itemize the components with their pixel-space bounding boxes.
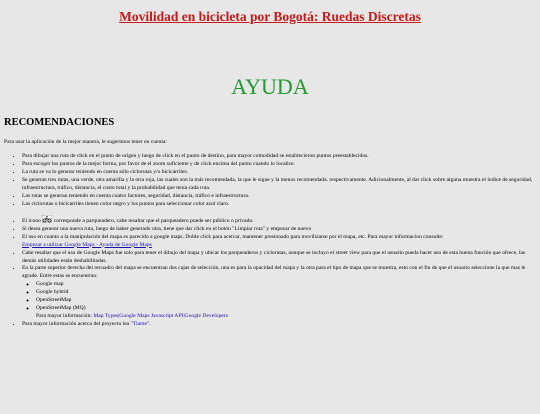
list-item: • Para dibujar una ruta de click en el punto de origen y luego de click en el punto de destino, para mayor comodidad se establecieron puntos preestablecidos. [22,153,536,161]
list-item-parking-icon [22,215,536,226]
icon-item-before: El icono [22,217,41,224]
list-item-map-types [22,265,536,321]
list-item: • Cabe resaltar que el uso de Google Maps fue solo para tener el dibujo del mapa y ubicar los parqueaderos y ciclorutas, aunque se incluyo el street view para que el usuario pueda hacer uso de esta buena función que ofrece, las demás utilidades están deshabilitadas. [22,250,536,266]
map-types-list [22,281,536,313]
list-item-team: • Para mayor información acerca del proyecto lea "Tiame". [22,321,536,329]
list-item: • Si desea generar una nueva ruta, luego de haber generado otra, tiene que dar click en el botón "Limpiar ruta" y empezar de nuevo [22,226,536,234]
list-item: • Las rutas se generan teniendo en cuenta cuatro factores, seguridad, distancia, tráfico e infraestructura. [22,193,536,201]
list-item: • Las ciclorutas o bicicarriles tienen color negro y los puntos para seleccionar color azul claro. [22,201,536,209]
list-item: • Se generan tres rutas, una verde, otra amarilla y la otra roja, las cuales son la más recomendada, la que le sigue y la menos recomendada. respectivamente. Adicionalmente, al dar click sobre alguna muestra el índice de seguridad, infraestructura, tráfico, distancia, el costo total y la probabilidad que tenía cada ruta. [22,177,536,193]
recommendations-intro: Para usar la aplicación de la mejor manera, le sugerimos tener en cuenta: [4,139,167,145]
list-item: • Para escoger los puntos de la mejor forma, por favor de el zoom suficiente y de click encima del punto cuando lo localice. [22,161,536,169]
list-item-maps-usage [22,234,536,250]
icon-item-after: corresponde a parqueadero, cabe resaltar que el parqueadero puede ser público o privado. [53,217,254,224]
map-types-docs-link[interactable]: Map Types|Google Maps Javascript API|Google Developers [93,313,228,320]
map-type-text: En la parte superior derecha del recuadro del mapa se encuentran dos cajas de selección, una es para la opacidad del mapa y la otra para el tipo de mapa que se muestra, esto con el fin de que el usuario seleccione la que mas le agrade. Entre estas se encuentran: [22,265,526,280]
bicycle-parking-icon [42,215,52,223]
map-type-item: ◦ OpenStreetMap [36,297,536,305]
help-heading: AYUDA [231,74,309,99]
more-info-label: Para mayor información: [36,313,92,320]
map-type-item: ◦ Google hybrid [36,289,536,297]
recommendations-heading: RECOMENDACIONES [4,117,115,128]
recommendations-list [4,153,536,329]
map-type-item: ◦ OpenStreetMap (MQ) [36,305,536,313]
team-link[interactable]: "Tiame" [130,321,150,328]
map-type-item: ◦ Google map [36,281,536,289]
list-item: • La ruta se va lo generar teniendo en cuenta sólo ciclorutas y/o bicicarriles. [22,169,536,177]
site-title-link[interactable]: Movilidad en bicicleta por Bogotá: Ruedas Discretas [119,9,421,24]
maps-usage-text: El uso en cuanto a la manipulación del mapa es parecido a google maps. Doble click para acercar, mantener presionado para movilizarse por el mapa, etc. Para mayor informacion consulte: [22,233,444,240]
google-maps-help-link[interactable]: Empezar a utilizar Google Maps - Ayuda de Google Maps [22,241,152,248]
team-label: Para mayor información acerca del proyecto lea [22,321,130,328]
help-page [0,9,540,329]
